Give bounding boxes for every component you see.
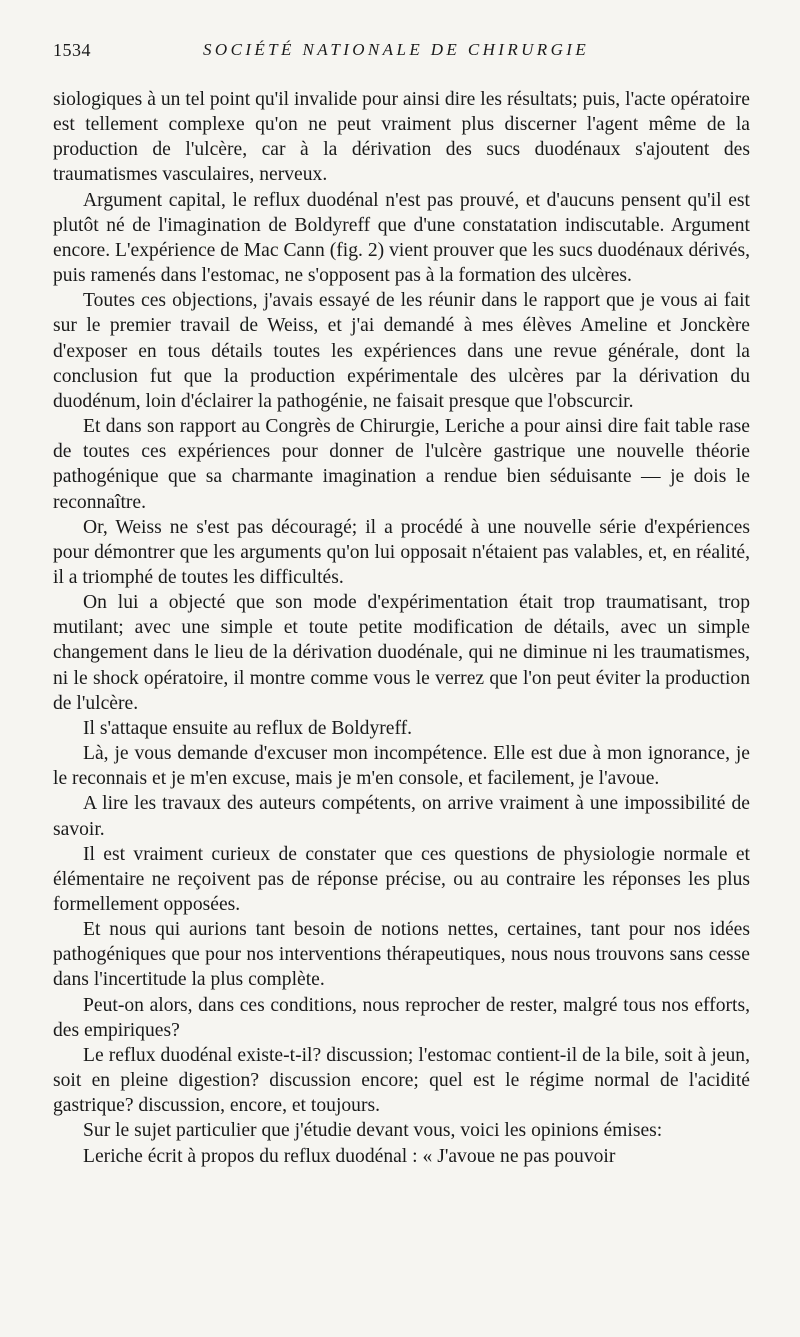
paragraph: Leriche écrit à propos du reflux duodénal : « J'avoue ne pas pouvoir [83,1145,616,1167]
paragraph: siologiques à un tel point qu'il invalide pour ainsi dire les résultats; puis, l'acte opératoire est tellement complexe qu'on ne peut vraiment plus discerner l'agent même de la production de l'ulcère, car à la dérivation des sucs duodénaux s'ajoutent des traumatismes vasculaires, nerveux. [53,89,750,186]
paragraph: Il est vraiment curieux de constater que ces questions de physiologie normale et élémentaire ne reçoivent pas de réponse précise, ou au contraire les réponses les plus formellement opposées. [53,843,750,915]
paragraph: On lui a objecté que son mode d'expérimentation était trop traumatisant, trop mutilant; avec une simple et toute petite modification de détails, avec un simple changement dans le lieu de la dérivation duodénale, qui ne diminue ni les traumatismes, ni le shock opératoire, il montre comme vous le verrez que l'on peut éviter la production de l'ulcère. [53,592,750,714]
paragraph: A lire les travaux des auteurs compétents, on arrive vraiment à une impossibilité de savoir. [53,793,750,840]
paragraph: Sur le sujet particulier que j'étudie devant vous, voici les opinions émises: [83,1120,663,1142]
page-number: 1534 [53,40,91,60]
paragraph: Il s'attaque ensuite au reflux de Boldyreff. [83,717,413,739]
paragraph: Argument capital, le reflux duodénal n'est pas prouvé, et d'aucuns pensent qu'il est plutôt né de l'imagination de Boldyreff que d'une constatation indiscutable. Argument encore. L'expérience de Mac Cann (fig. 2) vient prouver que les sucs duodénaux dérivés, puis ramenés dans l'estomac, ne s'opposent pas à la formation des ulcères. [53,189,750,287]
paragraph: Or, Weiss ne s'est pas découragé; il a procédé à une nouvelle série d'expériences pour démontrer que les arguments qu'on lui opposait n'étaient pas valables, et, en réalité, il a triomphé de toutes les difficultés. [53,516,750,588]
body-text [53,87,750,1169]
paragraph: Et nous qui aurions tant besoin de notions nettes, certaines, tant pour nos idées pathogéniques que pour nos interventions thérapeutiques, nous nous trouvons sans cesse dans l'incertitude la plus complète. [53,919,750,991]
paragraph: Le reflux duodénal existe-t-il? discussion; l'estomac contient-il de la bile, soit à jeun, soit en pleine digestion? discussion encore; quel est le régime normal de l'acidité gastrique? discussion, encore, et toujours. [53,1044,750,1117]
running-title: SOCIÉTÉ NATIONALE DE CHIRURGIE [203,40,590,59]
paragraph: Et dans son rapport au Congrès de Chirurgie, Leriche a pour ainsi dire fait table rase de toutes ces expériences pour donner de l'ulcère gastrique une nouvelle théorie pathogénique que sa charmante imagination a rendue bien séduisante — je dois le reconnaître. [53,416,750,513]
paragraph: Toutes ces objections, j'avais essayé de les réunir dans le rapport que je vous ai fait sur le premier travail de Weiss, et j'ai demandé à mes élèves Ameline et Jonckère d'exposer en tous détails toutes les expériences dans une revue générale, dont la conclusion fut que la production expérimentale des ulcères par la dérivation du duodénum, loin d'éclairer la pathogénie, ne faisait presque que l'obscurcir. [53,290,750,412]
running-head [53,40,750,70]
paragraph: Là, je vous demande d'excuser mon incompétence. Elle est due à mon ignorance, je le reconnais et je m'en excuse, mais je m'en console, et facilement, je l'avoue. [53,743,750,790]
paragraph: Peut-on alors, dans ces conditions, nous reprocher de rester, malgré tous nos efforts, des empiriques? [53,994,750,1041]
